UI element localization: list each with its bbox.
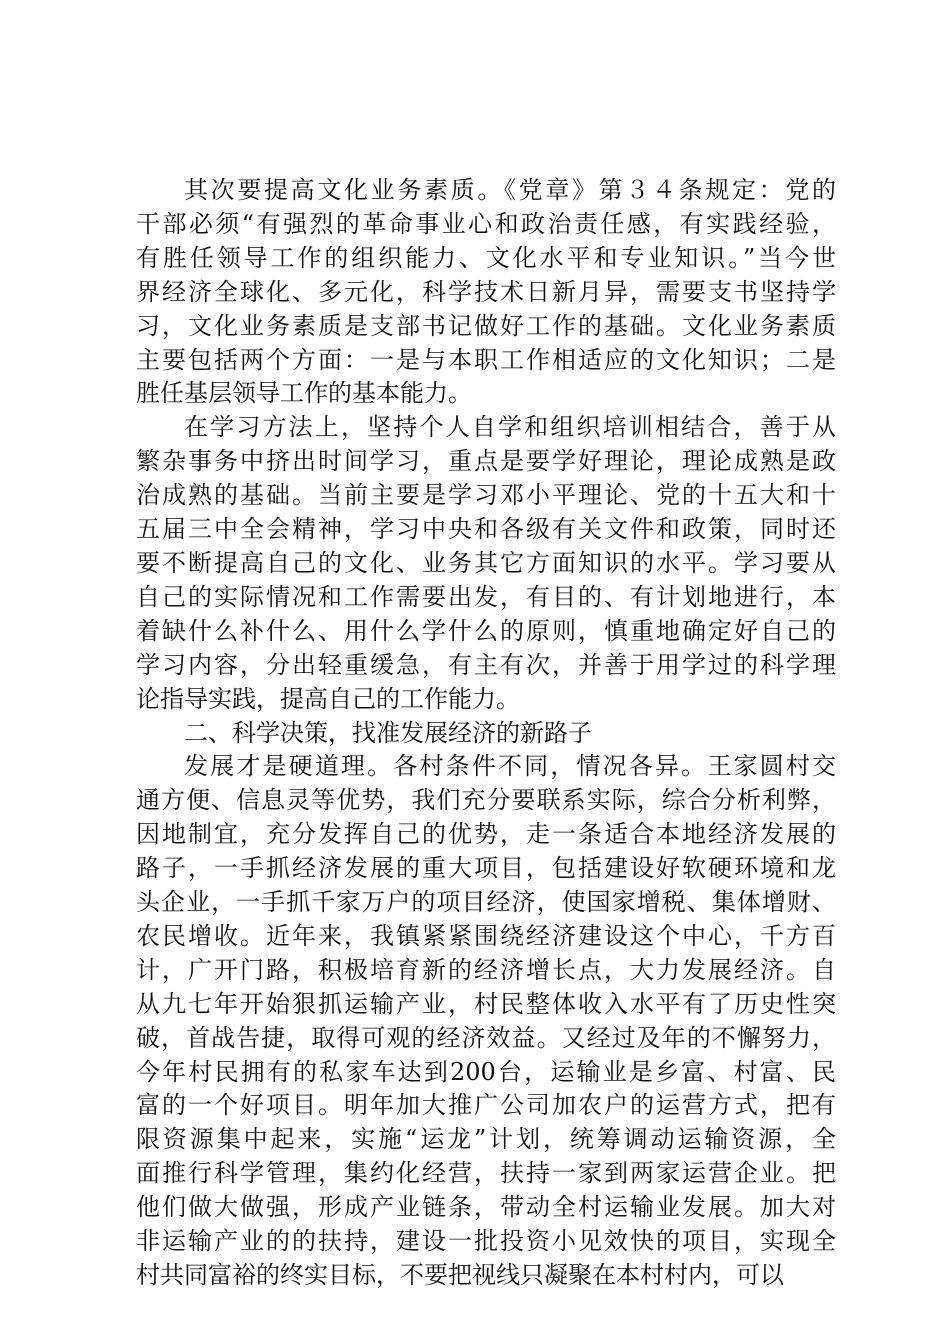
text-line: 头企业，一手抓千家万户的项目经济，使国家增税、集体增财、 (136, 888, 836, 917)
text-line: 富的一个好项目。明年加大推广公司加农户的运营方式，把有 (136, 1091, 836, 1120)
text-line: 习，文化业务素质是支部书记做好工作的基础。文化业务素质 (136, 311, 836, 340)
text-line: 二、科学决策，找准发展经济的新路子 (184, 718, 592, 747)
text-line: 要不断提高自己的文化、业务其它方面知识的水平。学习要从 (136, 548, 836, 577)
document-body (136, 174, 836, 1293)
text-line: 有胜任领导工作的组织能力、文化水平和专业知识。”当今世 (136, 243, 836, 272)
text-line: 自己的实际情况和工作需要出发，有目的、有计划地进行，本 (136, 582, 836, 611)
text-line: 计，广开门路，积极培育新的经济增长点，大力发展经济。自 (136, 955, 836, 984)
text-line: 干部必须“有强烈的革命事业心和政治责任感，有实践经验， (136, 209, 836, 238)
text-line: 从九七年开始狠抓运输产业，村民整体收入水平有了历史性突 (136, 989, 836, 1018)
text-line: 五届三中全会精神，学习中央和各级有关文件和政策，同时还 (136, 515, 836, 544)
text-line: 农民增收。近年来，我镇紧紧围绕经济建设这个中心，千方百 (136, 921, 836, 950)
text-line: 通方便、信息灵等优势，我们充分要联系实际，综合分析利弊， (136, 786, 836, 815)
text-line: 主要包括两个方面：一是与本职工作相适应的文化知识；二是 (136, 345, 836, 374)
text-line: 学习内容，分出轻重缓急，有主有次，并善于用学过的科学理 (136, 650, 836, 679)
text-line: 胜任基层领导工作的基本能力。 (136, 379, 472, 408)
text-line: 其次要提高文化业务素质。《党章》第３４条规定：党的 (184, 176, 836, 204)
text-line: 限资源集中起来，实施“运龙”计划，统筹调动运输资源，全 (136, 1125, 836, 1154)
paragraph (136, 411, 836, 716)
text-line: 在学习方法上，坚持个人自学和组织培训相结合，善于从 (184, 413, 836, 442)
text-line: 破，首战告捷，取得可观的经济效益。又经过及年的不懈努力， (136, 1023, 836, 1052)
paragraph (136, 750, 836, 1293)
text-line: 发展才是硬道理。各村条件不同，情况各异。王家圆村交 (184, 752, 836, 781)
paragraph (136, 717, 836, 751)
text-line: 繁杂事务中挤出时间学习，重点是要学好理论，理论成熟是政 (136, 447, 836, 476)
text-line: 界经济全球化、多元化，科学技术日新月异，需要支书坚持学 (136, 277, 836, 306)
text-line: 路子，一手抓经济发展的重大项目，包括建设好软硬环境和龙 (136, 854, 836, 883)
text-line: 因地制宜，充分发挥自己的优势，走一条适合本地经济发展的 (136, 820, 836, 849)
text-line: 面推行科学管理，集约化经营，扶持一家到两家运营企业。把 (136, 1159, 836, 1188)
paragraph (136, 174, 836, 411)
text-line: 着缺什么补什么、用什么学什么的原则，慎重地确定好自己的 (136, 616, 836, 645)
text-line: 非运输产业的的扶持，建设一批投资小见效快的项目，实现全 (136, 1227, 836, 1256)
text-line: 论指导实践，提高自己的工作能力。 (136, 684, 520, 713)
text-line: 村共同富裕的终实目标，不要把视线只凝聚在本村村内，可以 (136, 1261, 784, 1289)
text-line: 今年村民拥有的私家车达到200台，运输业是乡富、村富、民 (136, 1057, 836, 1086)
text-line: 治成熟的基础。当前主要是学习邓小平理论、党的十五大和十 (136, 481, 836, 510)
text-line: 他们做大做强，形成产业链条，带动全村运输业发展。加大对 (136, 1193, 836, 1222)
